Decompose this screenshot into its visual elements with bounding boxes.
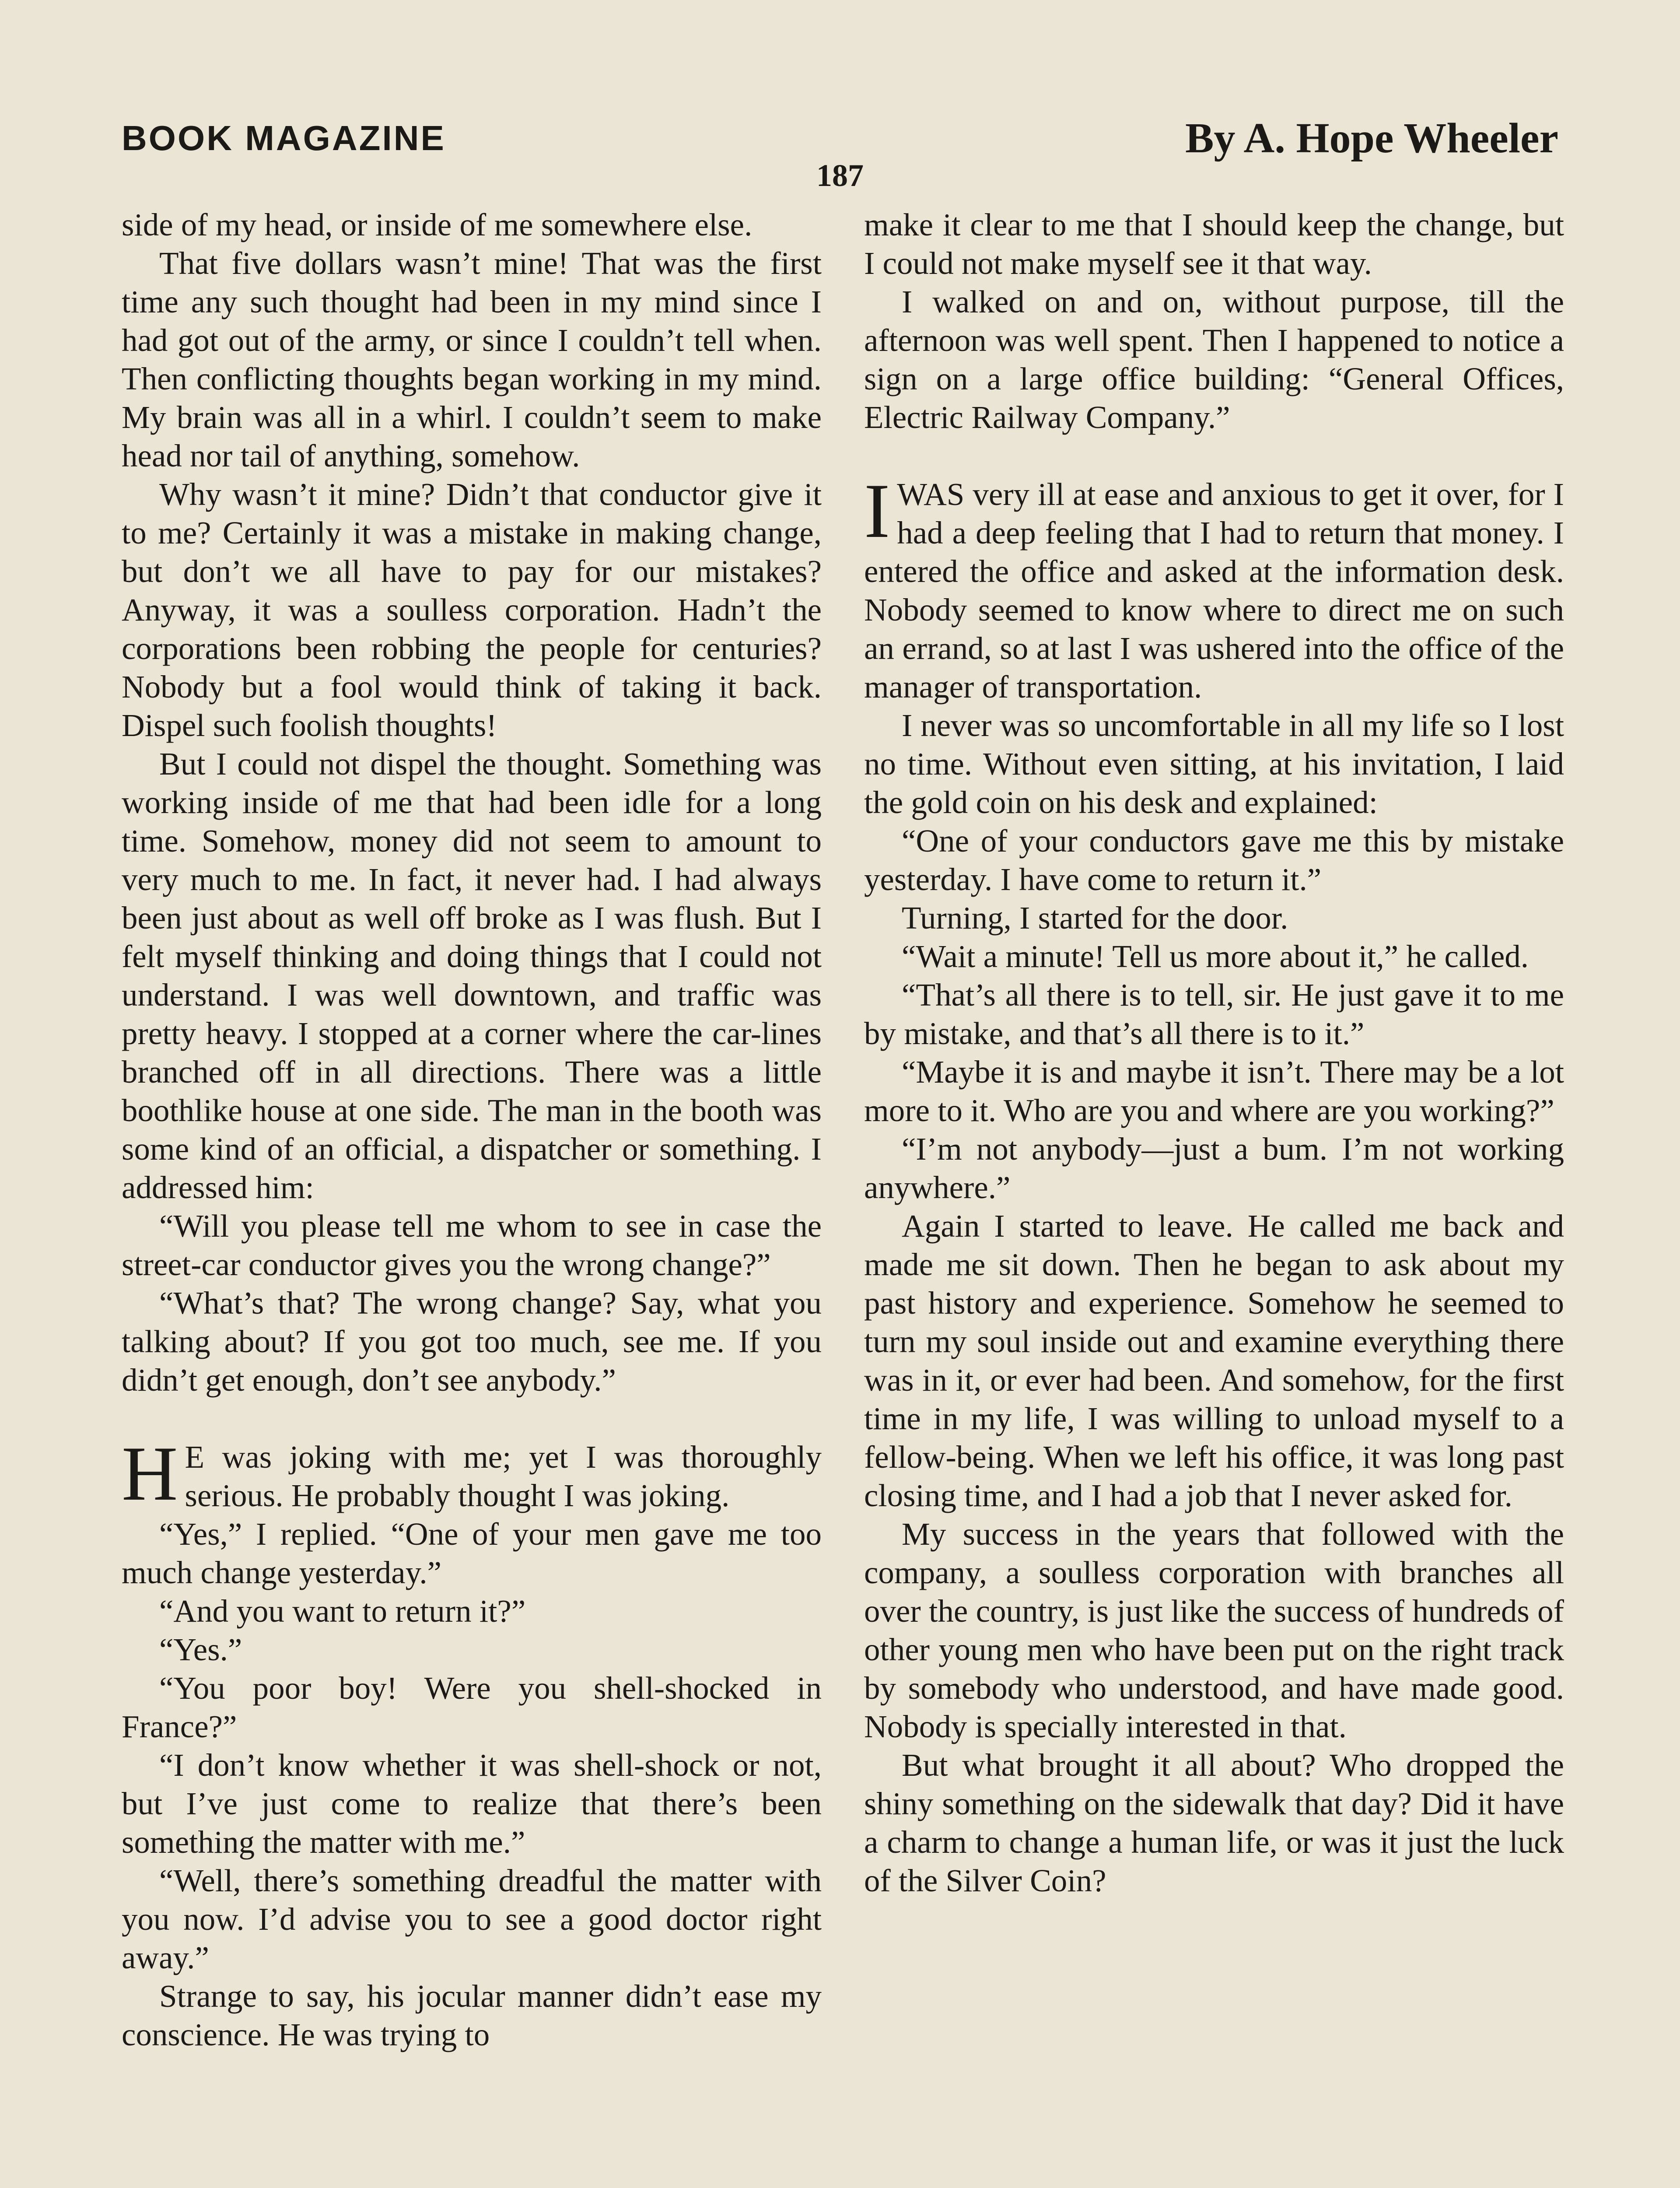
section-opening-paragraph: [864, 467, 1564, 706]
paragraph: “One of your conductors gave me this by mistake yesterday. I have come to return it.”: [864, 823, 1564, 897]
paragraph: “Maybe it is and maybe it isn’t. There may be a lot more to it. Who are you and where are you working?”: [864, 1054, 1564, 1128]
paragraph: My success in the years that followed with the company, a soulless corporation with branches all over the country, is just like the success of hundreds of other young men who have been put on the right track by somebody who understood, and have made good. Nobody is specially interested in that.: [864, 1516, 1564, 1744]
paragraph: That five dollars wasn’t mine! That was the first time any such thought had been in my mind since I had got out of the army, or since I couldn’t tell when. Then conflicting thoughts began working in my mind. My brain was all in a whirl. I couldn’t seem to make head nor tail of anything, somehow.: [122, 245, 822, 473]
paragraph: “I don’t know whether it was shell-shock or not, but I’ve just come to realize that there’s been something the matter with me.”: [122, 1747, 822, 1860]
paragraph-text: WAS very ill at ease and anxious to get it over, for I had a deep feeling that I had to return that money. I entered the office and asked at the information desk. Nobody seemed to know where to direct me on such an errand, so at last I was ushered into the office of the manager of transportation.: [864, 477, 1564, 705]
paragraph: But what brought it all about? Who dropped the shiny something on the sidewalk that day? Did it have a charm to change a human life, or was it just the luck of the Silver Coin?: [864, 1747, 1564, 1898]
paragraph: Strange to say, his jocular manner didn’t ease my conscience. He was trying to: [122, 1978, 822, 2052]
text-column-right: [864, 206, 1564, 1900]
magazine-title: BOOK MAGAZINE: [122, 119, 446, 158]
page-number: 187: [816, 158, 864, 193]
paragraph: “What’s that? The wrong change? Say, what you talking about? If you got too much, see me. If you didn’t get enough, don’t see anybody.”: [122, 1285, 822, 1398]
paragraph: I walked on and on, without purpose, till the afternoon was well spent. Then I happened to notice a sign on a large office building: “General Offices, Electric Railway Company.”: [864, 284, 1564, 435]
paragraph: “That’s all there is to tell, sir. He just gave it to me by mistake, and that’s all there is to it.”: [864, 977, 1564, 1051]
paragraph: side of my head, or inside of me somewhere else.: [122, 207, 752, 242]
drop-cap: I: [864, 467, 890, 554]
paragraph: “You poor boy! Were you shell-shocked in France?”: [122, 1670, 822, 1744]
paragraph: Turning, I started for the door.: [902, 900, 1288, 936]
paragraph: But I could not dispel the thought. Something was working inside of me that had been idle for a long time. Somehow, money did not seem to amount to very much to me. In fact, it never had. I had always been just about as well off broke as I was flush. But I felt myself thinking and doing things that I could not understand. I was well downtown, and traffic was pretty heavy. I stopped at a corner where the car-lines branched off in all directions. There was a little boothlike house at one side. The man in the booth was some kind of an official, a dispatcher or something. I addressed him:: [122, 746, 822, 1205]
author-byline: By A. Hope Wheeler: [1185, 115, 1558, 162]
drop-cap: H: [122, 1430, 178, 1517]
paragraph-text: E was joking with me; yet I was thoroughly serious. He probably thought I was joking.: [185, 1439, 822, 1513]
paragraph: “Yes,” I replied. “One of your men gave me too much change yesterday.”: [122, 1516, 822, 1590]
paragraph: Again I started to leave. He called me back and made me sit down. Then he began to ask about my past history and experience. Somehow he seemed to turn my soul inside out and examine everything there was in it, or ever had been. And somehow, for the first time in my life, I was willing to unload myself to a fellow-being. When we left his office, it was long past closing time, and I had a job that I never asked for.: [864, 1208, 1564, 1513]
paragraph: I never was so uncomfortable in all my life so I lost no time. Without even sitting, at his invitation, I laid the gold coin on his desk and explained:: [864, 708, 1564, 820]
text-column-left: [122, 206, 822, 2054]
paragraph: Why wasn’t it mine? Didn’t that conductor give it to me? Certainly it was a mistake in making change, but don’t we all have to pay for our mistakes? Anyway, it was a soulless corporation. Hadn’t the corporations been robbing the people for centuries? Nobody but a fool would think of taking it back. Dispel such foolish thoughts!: [122, 477, 822, 743]
paragraph: make it clear to me that I should keep the change, but I could not make myself see it that way.: [864, 207, 1564, 281]
paragraph: “Wait a minute! Tell us more about it,” he called.: [902, 939, 1529, 974]
paragraph: “Well, there’s something dreadful the matter with you now. I’d advise you to see a good doctor right away.”: [122, 1863, 822, 1975]
paragraph: “Will you please tell me whom to see in case the street-car conductor gives you the wrong change?”: [122, 1208, 822, 1282]
paragraph: “And you want to return it?”: [159, 1593, 526, 1629]
paragraph: “Yes.”: [159, 1632, 242, 1667]
paragraph: “I’m not anybody—just a bum. I’m not working anywhere.”: [864, 1131, 1564, 1205]
section-opening-paragraph: [122, 1430, 822, 1517]
